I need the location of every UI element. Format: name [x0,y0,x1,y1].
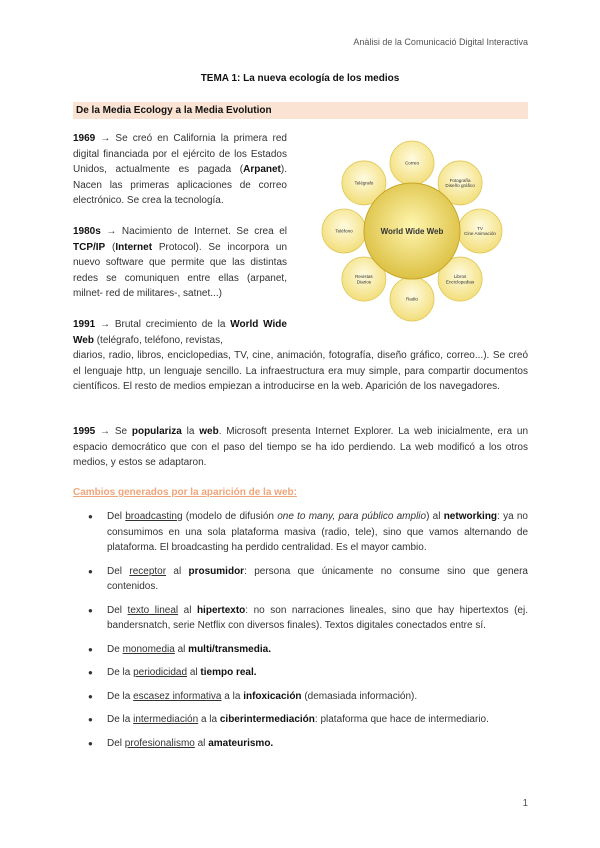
bold-term: hipertexto [196,604,246,616]
arrow: → [100,426,111,437]
text: De la [107,667,134,678]
year-label: 1995 [73,426,96,437]
text: Protocol). Se incorpora un nuevo software que permite que las distintas redes se comuniquen entre ellas (arpanet, milnet- red de militares-, satnet...) [73,241,288,299]
text: Se [110,426,132,437]
bold-term: multi/transmedia. [188,643,271,655]
list-item [73,642,528,658]
text: ). Nacen las primeras aplicaciones de correo electrónico. Se crea la tecnología. [73,164,287,206]
paragraph-1980s [73,224,287,302]
text: De la [107,690,134,702]
text: : ya no consumimos en una sola plataforma masiva (radio, tele), sino que vamos alternando de plataforma. El broadcasting ha perdido centralidad. Es el mayor cambio. [107,511,528,553]
document-header: Anàlisi de la Comunicació Digital Interactiva [353,37,528,47]
changes-title: Cambios generados por la aparición de la web: [73,487,297,498]
text: ( [105,241,116,253]
text: la [181,426,200,437]
section-heading-bar [73,102,528,119]
text: De [107,643,123,655]
text: . Microsoft presenta Internet Explorer. La web inicialmente, era un espacio democrático que con el paso del tiempo se ha ido perdiendo. La web modificó a los otros medios, y estos se adaptaron. [73,426,529,468]
text: al [194,737,209,749]
petal-label: Revistas Diarios [355,274,373,285]
underlined-term: texto lineal [127,604,179,616]
italic-text: one to many, para público amplio [277,511,427,522]
text: al [187,667,201,678]
list-item [73,509,528,556]
text: a la [198,714,220,725]
text: al [174,643,189,655]
strong-text: Internet [115,241,153,253]
center-label: World Wide Web [380,227,444,236]
www-diagram [296,131,528,327]
section-heading: De la Media Ecology a la Media Evolution [76,105,272,116]
strong-text: web [199,426,219,437]
text: (telégrafo, teléfono, revistas, [93,334,223,346]
bold-term: infoxicación [243,690,302,702]
text: (modelo de difusión [182,511,278,522]
year-label: 1969 [73,133,96,144]
petal-label: Telégrafo [354,180,374,186]
text: (demasiada información). [301,690,418,702]
list-item [73,665,528,681]
year-label: 1991 [73,319,96,330]
text: : no son narraciones lineales, sino que hay hipertextos (ej. bandersnatch, serie Netflix con diversos finales). Textos digitales conectados entre sí. [107,604,528,631]
underlined-term: broadcasting [125,511,183,522]
text: ) al [426,511,444,522]
text: : persona que únicamente no consume sino que genera contenidos. [107,565,528,592]
www-diagram-svg [296,131,528,327]
text: a la [221,690,244,702]
underlined-term: periodicidad [133,667,188,678]
bold-term: networking [443,511,498,522]
bold-term: prosumidor [188,565,245,577]
text: : plataforma que hace de intermediario. [314,714,489,725]
list-item [73,564,528,595]
changes-list [73,509,528,759]
strong-text: Arpanet [243,164,281,175]
underlined-term: receptor [129,565,167,577]
text: al [166,565,189,577]
text: al [178,604,197,616]
text: Del [107,565,130,577]
topic-title: TEMA 1: La nueva ecología de los medios [200,73,400,84]
paragraph-1991-start [73,317,287,348]
text: Del [107,511,126,522]
text: Del [107,737,125,749]
list-item [73,689,528,705]
text: Brutal crecimiento de la [110,319,231,330]
bold-term: amateurismo. [208,737,274,749]
list-item [73,712,528,728]
arrow: → [106,226,117,237]
petal-label: Teléfono [335,228,353,234]
petal-label: Libros Enciclopedias [445,274,475,285]
arrow: → [100,133,111,144]
text: Nacimiento de Internet. Se crea el [116,226,287,237]
paragraph-1991-cont: diarios, radio, libros, enciclopedias, TV, cine, animación, fotografía, diseño gráfico, correo...). Se creó el lenguaje http, un lenguaje sencillo. La infraestructura era muy simple, para compartir documentos científicos. El resto de medios empiezan a introducirse en la web. Aparición de los navegadores. [73,350,528,392]
bold-term: ciberintermediación [219,714,315,725]
page-number: 1 [522,798,528,809]
strong-text: World Wide Web [73,319,287,346]
underlined-term: escasez informativa [133,690,222,702]
paragraph-1969 [73,131,287,209]
text: De la [107,714,134,725]
strong-text: TCP/IP [73,241,106,253]
strong-text: populariza [131,426,182,437]
underlined-term: intermediación [133,714,199,725]
petal-label: TV Cine Animación [464,226,496,237]
underlined-term: monomedia [122,643,175,655]
petal-label: Correo [404,160,420,166]
year-label: 1980s [73,226,101,237]
petal-label: Radio [405,296,419,302]
petal-label: Fotografía Diseño gráfico [445,177,475,189]
paragraph-1995 [73,424,528,471]
arrow: → [100,319,111,330]
text: Del [107,604,128,616]
list-item [73,603,528,634]
text: Se creó en California la primera red digital financiada por el ejército de los Estados Unidos, actualmente es pagada ( [73,133,287,175]
underlined-term: profesionalismo [124,737,195,749]
bold-term: tiempo real. [200,667,257,678]
list-item [73,736,528,752]
